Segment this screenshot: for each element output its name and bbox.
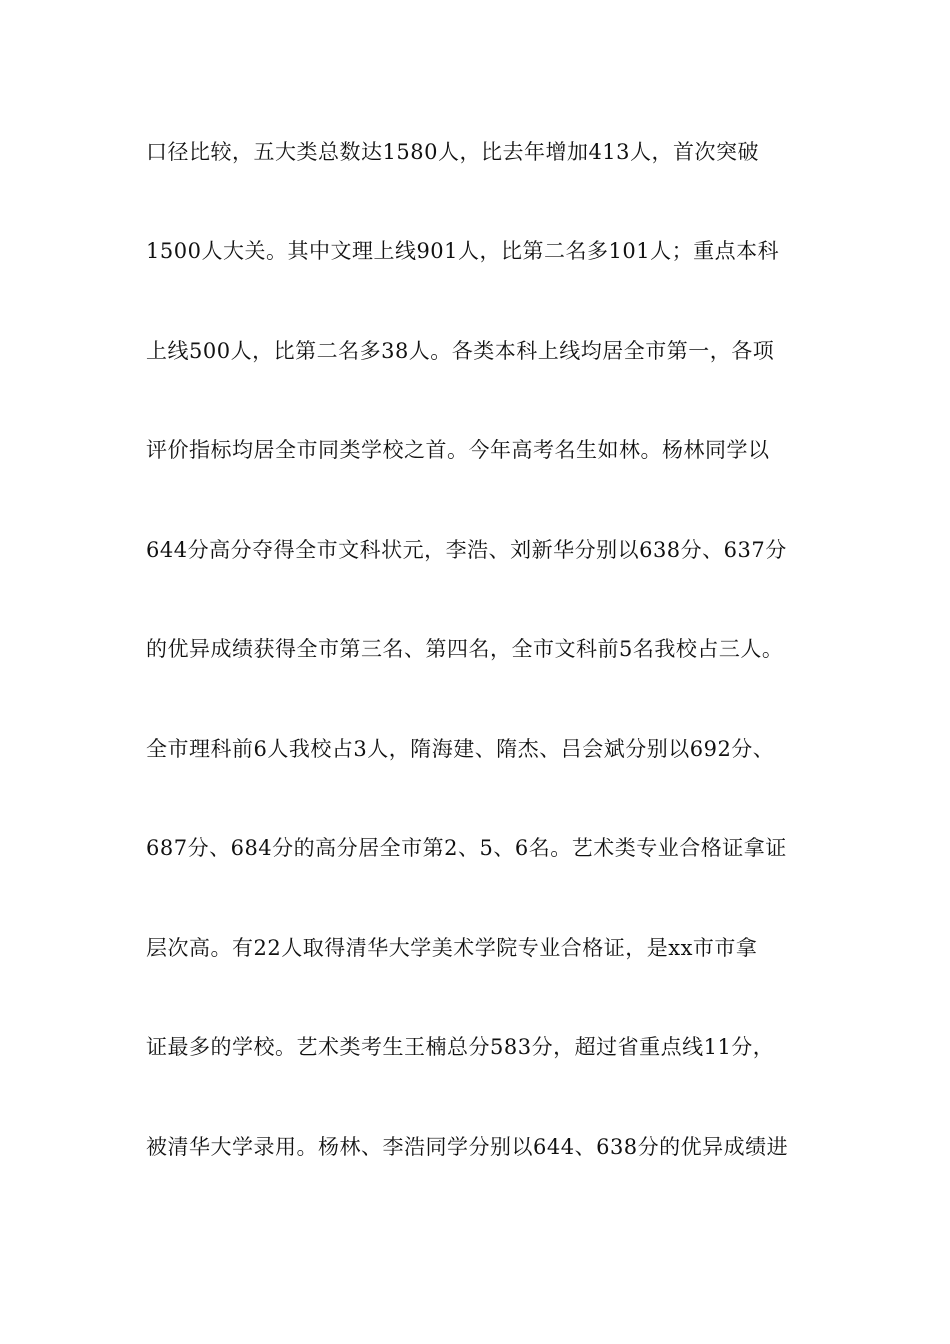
text-line: 层次高。有22人取得清华大学美术学院专业合格证，是xx市市拿 [146, 936, 758, 960]
text-line: 证最多的学校。艺术类考生王楠总分583分，超过省重点线11分， [146, 1035, 775, 1059]
text-line: 口径比较，五大类总数达1580人，比去年增加413人，首次突破 [146, 140, 760, 164]
text-line: 1500人大关。其中文理上线901人，比第二名多101人；重点本科 [146, 239, 780, 263]
text-line: 644分高分夺得全市文科状元，李浩、刘新华分别以638分、637分 [146, 538, 787, 562]
text-line: 上线500人，比第二名多38人。各类本科上线均居全市第一，各项 [146, 339, 775, 363]
text-line: 687分、684分的高分居全市第2、5、6名。艺术类专业合格证拿证 [146, 836, 787, 860]
text-line: 被清华大学录用。杨林、李浩同学分别以644、638分的优异成绩进 [146, 1135, 789, 1159]
text-line: 的优异成绩获得全市第三名、第四名，全市文科前5名我校占三人。 [146, 637, 784, 661]
text-line: 评价指标均居全市同类学校之首。今年高考名生如林。杨林同学以 [146, 438, 770, 462]
text-line: 全市理科前6人我校占3人，隋海建、隋杰、吕会斌分别以692分、 [146, 737, 775, 761]
